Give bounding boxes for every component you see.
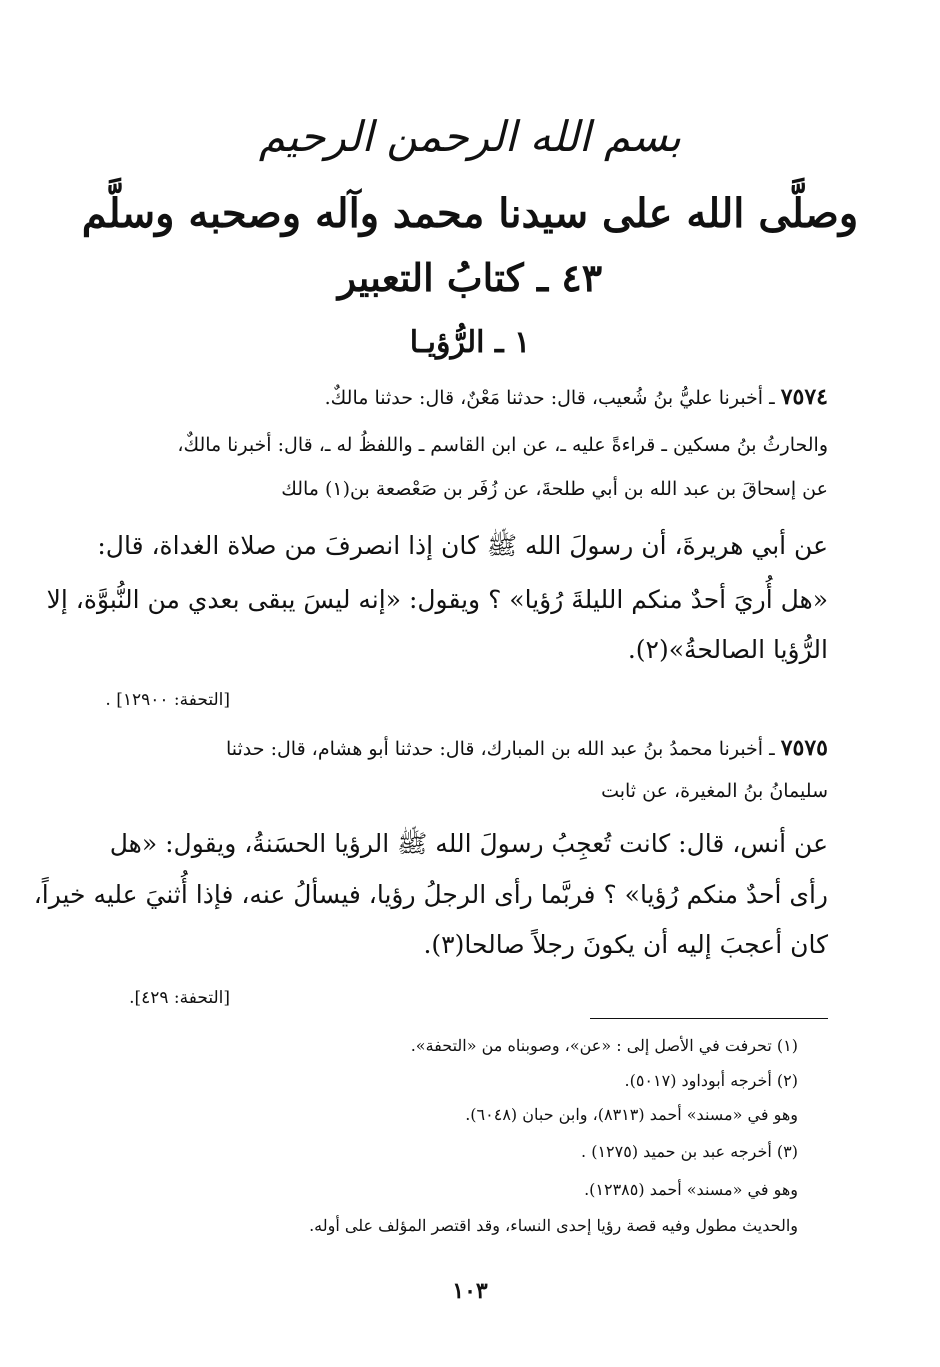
hadith-7575-isnad-line-1 xyxy=(226,735,828,761)
hadith-number: ٧٥٧٥ xyxy=(780,735,828,761)
footnote-2-continued: وهو في «مسند» أحمد (٨٣١٣)، وابن حبان (٦٠٤٨). xyxy=(465,1105,798,1124)
hadith-7575-matn-line-2: رأى أحدٌ منكم رُؤيا» ؟ فربَّما رأى الرجلُ رؤيا، فيسألُ عنه، فإذا أُثنيَ عليه خيراً، xyxy=(33,880,828,909)
footnote-3-continued: وهو في «مسند» أحمد (١٢٣٨٥). xyxy=(584,1180,798,1199)
hadith-7575-matn-line-1: عن أنس، قال: كانت تُعجِبُ رسولَ الله ﷺ الرؤيا الحسَنةُ، ويقول: «هل xyxy=(109,829,828,858)
hadith-7574-isnad-line-2: والحارثُ بنُ مسكين ـ قراءةً عليه ـ، عن ابن القاسم ـ واللفظُ له ـ، قال: أخبرنا مالكٌ، xyxy=(177,434,828,456)
hadith-7574-isnad-line-1 xyxy=(325,384,828,410)
hadith-7574-matn-line-2: «هل أُريَ أحدٌ منكم الليلةَ رُؤيا» ؟ ويقول: «إنه ليسَ يبقى بعدي من النُّبوَّة، إلا xyxy=(46,585,828,614)
hadith-7574-matn-line-3: الرُّؤيا الصالحةُ»(٢). xyxy=(627,635,828,664)
salutation-heading: وصلَّى الله على سيدنا محمد وآله وصحبه وسلَّم xyxy=(81,190,859,237)
footnote-divider xyxy=(590,1018,828,1019)
footnote-3-note: والحديث مطول وفيه قصة رؤيا إحدى النساء، وقد اقتصر المؤلف على أوله. xyxy=(309,1216,798,1235)
footnote-1: (١) تحرفت في الأصل إلى : «عن»، وصوبناه من «التحفة». xyxy=(410,1036,798,1055)
chapter-title: ١ ـ الرُّؤيـا xyxy=(409,325,531,360)
hadith-7574-reference: [التحفة: ١٢٩٠٠] . xyxy=(105,690,230,710)
isnad-text: ـ أخبرنا عليُّ بنُ شُعيب، قال: حدثنا مَعْنٌ، قال: حدثنا مالكٌ. xyxy=(324,387,781,409)
hadith-7575-matn-line-3: كان أعجبَ إليه أن يكونَ رجلاً صالحا(٣). xyxy=(423,930,828,959)
hadith-7574-isnad-line-3: عن إسحاقَ بن عبد الله بن أبي طلحةَ، عن زُفَر بن صَعْصعة بن(١) مالك xyxy=(281,478,828,500)
basmala-heading: بسم الله الرحمن الرحيم xyxy=(258,112,682,161)
footnote-3: (٣) أخرجه عبد بن حميد (١٢٧٥) . xyxy=(581,1142,798,1161)
footnote-2: (٢) أخرجه أبوداود (٥٠١٧). xyxy=(624,1071,798,1090)
hadith-number: ٧٥٧٤ xyxy=(780,384,828,410)
hadith-7575-isnad-line-2: سليمانُ بنُ المغيرة، عن ثابت xyxy=(601,780,828,802)
book-title: ٤٣ ـ كتابُ التعبير xyxy=(337,255,603,300)
hadith-7574-matn-line-1: عن أبي هريرةَ، أن رسولَ الله ﷺ كان إذا انصرفَ من صلاة الغداة، قال: xyxy=(97,531,828,560)
isnad-text: ـ أخبرنا محمدُ بنُ عبد الله بن المبارك، قال: حدثنا أبو هشام، قال: حدثنا xyxy=(226,738,781,760)
hadith-7575-reference: [التحفة: ٤٢٩]. xyxy=(129,988,230,1008)
page-number: ١٠٣ xyxy=(452,1278,488,1304)
